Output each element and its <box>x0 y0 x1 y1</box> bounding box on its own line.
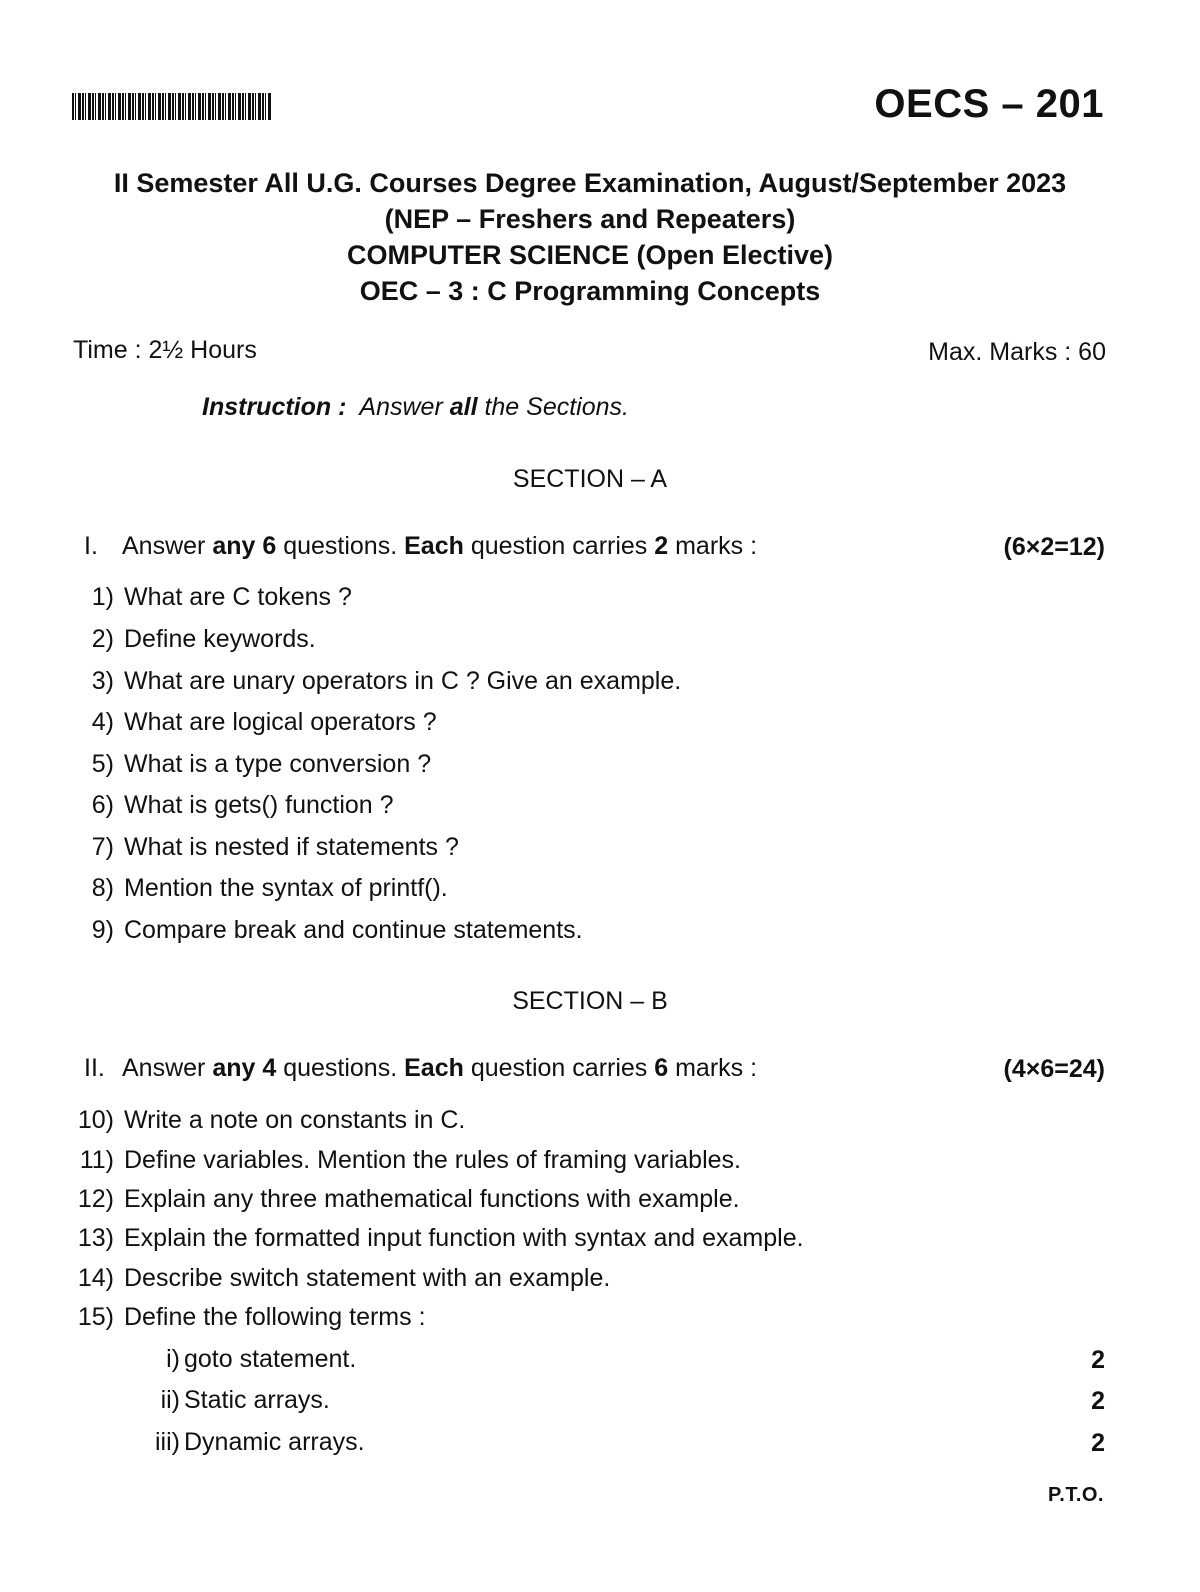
instruction: Instruction : Answer all the Sections. <box>202 393 629 421</box>
sub-part-item: ii) Static arrays. <box>160 1386 330 1414</box>
section-b-roman: II. <box>84 1054 105 1082</box>
exam-title: II Semester All U.G. Courses Degree Examination, August/September 2023 <box>113 168 1067 198</box>
section-a-marks-allocation: (6×2=12) <box>1003 533 1105 561</box>
sub-part-marks: 2 <box>1091 1346 1105 1374</box>
question-item: 4) What are logical operators ? <box>91 708 437 736</box>
question-item: 5) What is a type conversion ? <box>91 750 432 778</box>
question-item: 10) Write a note on constants in C. <box>77 1106 466 1134</box>
paper-code: OECS – 201 <box>874 82 1104 126</box>
question-item: 11) Define variables. Mention the rules of framing variables. <box>79 1146 741 1174</box>
question-item: 3) What are unary operators in C ? Give an example. <box>91 667 682 695</box>
sub-part-item: i) goto statement. <box>166 1345 357 1373</box>
question-item: 12) Explain any three mathematical functions with example. <box>77 1185 740 1213</box>
sub-part-item: iii) Dynamic arrays. <box>155 1428 365 1456</box>
section-b-directive: II. Answer any 4 questions. Each question carries 6 marks : <box>84 1054 758 1082</box>
sub-part-marks: 2 <box>1091 1429 1105 1457</box>
section-b-heading: SECTION – B <box>512 987 668 1015</box>
instruction-label: Instruction : <box>202 393 347 421</box>
section-b-marks-allocation: (4×6=24) <box>1003 1055 1105 1083</box>
section-a-heading: SECTION – A <box>512 465 668 493</box>
question-item: 8) Mention the syntax of printf(). <box>91 874 448 902</box>
question-item: 13) Explain the formatted input function with syntax and example. <box>77 1224 804 1252</box>
max-marks: Max. Marks : 60 <box>928 338 1106 366</box>
question-item: 9) Compare break and continue statements. <box>91 916 583 944</box>
time-allowed: Time : 2½ Hours <box>73 336 257 364</box>
section-a-directive: I. Answer any 6 questions. Each question carries 2 marks : <box>84 532 758 560</box>
question-item: 6) What is gets() function ? <box>91 791 394 819</box>
page-turn-over: P.T.O. <box>1048 1484 1104 1506</box>
question-item: 1) What are C tokens ? <box>91 583 352 611</box>
question-item: 14) Describe switch statement with an example. <box>77 1264 611 1292</box>
exam-subtitle: (NEP – Freshers and Repeaters) <box>384 204 796 234</box>
paper-title: OEC – 3 : C Programming Concepts <box>359 276 821 306</box>
question-item: 15) Define the following terms : <box>77 1303 426 1331</box>
section-a-roman: I. <box>84 532 98 560</box>
subject-title: COMPUTER SCIENCE (Open Elective) <box>346 240 834 270</box>
sub-part-marks: 2 <box>1091 1387 1105 1415</box>
question-item: 7) What is nested if statements ? <box>91 833 459 861</box>
question-item: 2) Define keywords. <box>91 625 316 653</box>
barcode <box>72 93 272 120</box>
